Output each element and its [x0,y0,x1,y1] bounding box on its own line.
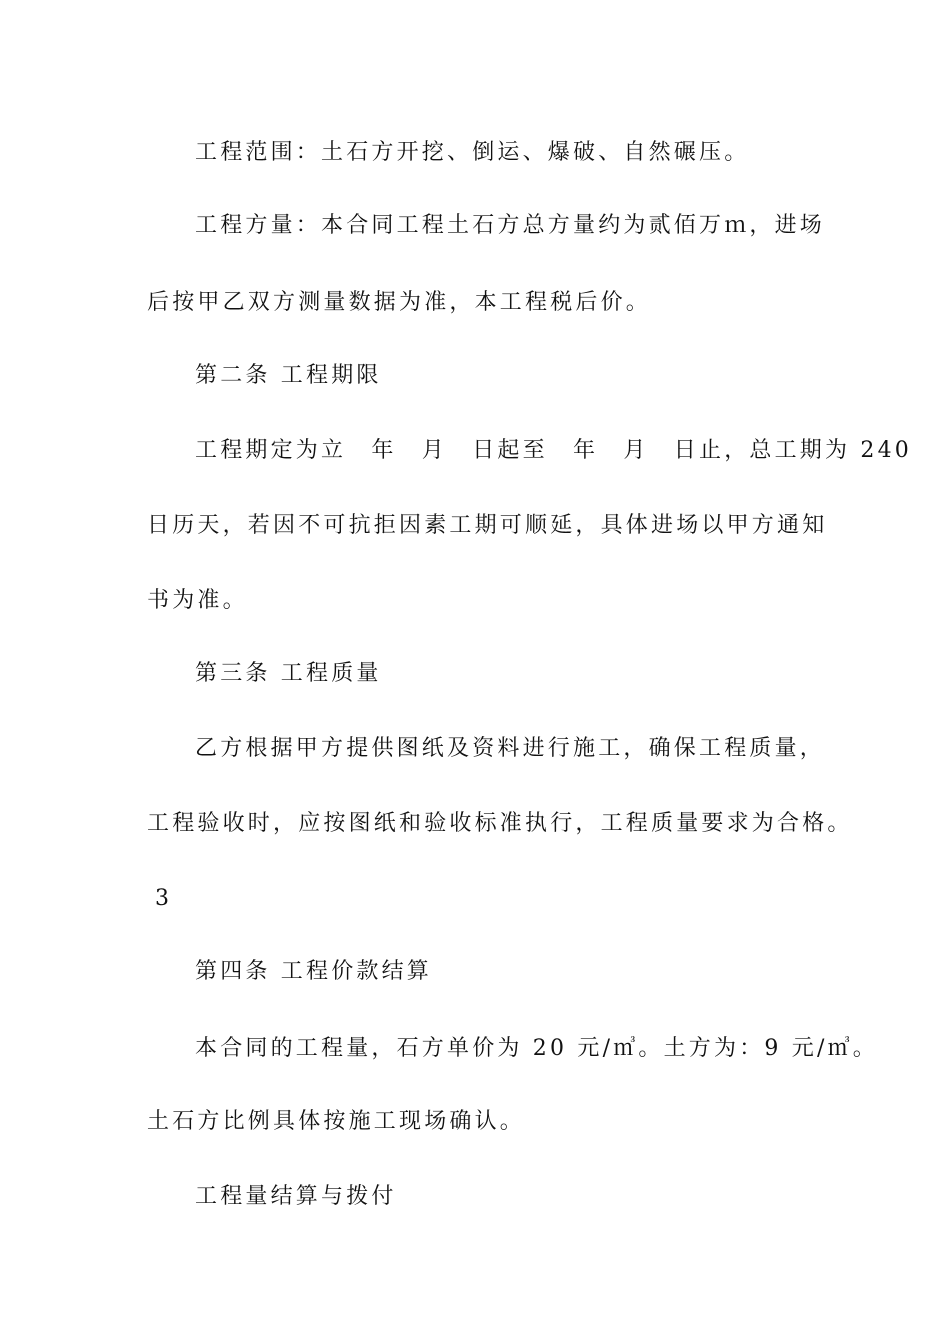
heading-article-4: 第四条 工程价款结算 [195,959,432,984]
heading-article-3: 第三条 工程质量 [195,661,382,686]
page-number: 3 [155,886,169,911]
paragraph-quality-line1: 乙方根据甲方提供图纸及资料进行施工，确保工程质量， [195,736,826,761]
paragraph-price-line1: 本合同的工程量，石方单价为 20 元/㎥。土方为：9 元/㎥。 [195,1036,878,1061]
paragraph-scope: 工程范围：土石方开挖、倒运、爆破、自然碾压。 [195,140,750,165]
paragraph-period-line3: 书为准。 [147,588,248,613]
heading-article-2: 第二条 工程期限 [195,363,382,388]
paragraph-quantity-line1: 工程方量：本合同工程土石方总方量约为贰佰万ｍ，进场 [195,213,826,238]
subheading-settlement: 工程量结算与拨付 [195,1184,397,1209]
paragraph-quantity-line2: 后按甲乙双方测量数据为准，本工程税后价。 [147,290,652,315]
paragraph-quality-line2: 工程验收时，应按图纸和验收标准执行，工程质量要求为合格。 [147,811,853,836]
paragraph-period-line2: 日历天，若因不可抗拒因素工期可顺延，具体进场以甲方通知 [147,513,828,538]
paragraph-price-line2: 土石方比例具体按施工现场确认。 [147,1109,526,1134]
paragraph-period-line1: 工程期定为立 年 月 日起至 年 月 日止，总工期为 240 [195,438,912,463]
